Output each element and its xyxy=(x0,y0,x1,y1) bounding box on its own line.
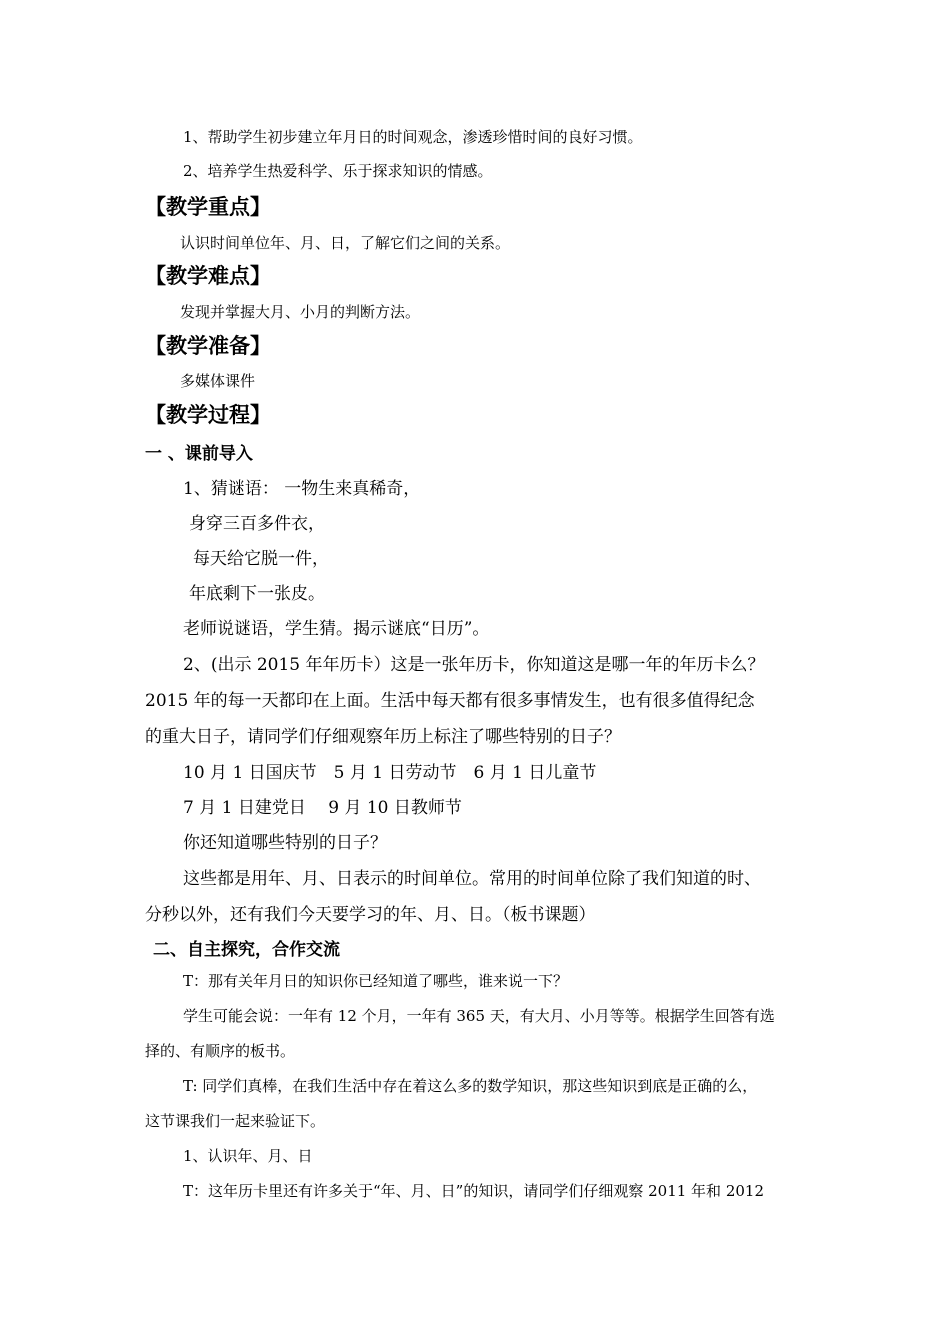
heading-process: 【教学过程】 xyxy=(145,403,271,427)
teacher-line-1: T：那有关年月日的知识你已经知道了哪些，谁来说一下？ xyxy=(183,972,569,990)
key-points-text: 认识时间单位年、月、日，了解它们之间的关系。 xyxy=(180,234,511,252)
riddle-line-3: 每天给它脱一件， xyxy=(193,549,329,569)
preparation-text: 多媒体课件 xyxy=(180,372,256,390)
heading-key-points: 【教学重点】 xyxy=(145,195,271,219)
riddle-answer: 老师说谜语，学生猜。揭示谜底“日历”。 xyxy=(183,619,490,639)
teacher-line-2: T: 同学们真棒，在我们生活中存在着这么多的数学知识，那这些知识到底是正确的么， xyxy=(183,1077,758,1095)
riddle-line-4: 年底剩下一张皮。 xyxy=(189,584,325,604)
riddle-line-1: 1、猜谜语： 一物生来真稀奇， xyxy=(183,479,421,499)
goal-line-2: 2、培养学生热爱科学、乐于探求知识的情感。 xyxy=(183,162,493,180)
goal-line-1: 1、帮助学生初步建立年月日的时间观念，渗透珍惜时间的良好习惯。 xyxy=(183,128,643,146)
heading-difficulties: 【教学难点】 xyxy=(145,264,271,288)
holidays-line-1: 10 月 1 日国庆节 5 月 1 日劳动节 6 月 1 日儿童节 xyxy=(183,763,597,783)
para-line-1: 2、(出示 2015 年年历卡）这是一张年历卡，你知道这是哪一年的年历卡么？ xyxy=(183,655,765,675)
teacher-line-4: T：这年历卡里还有许多关于“年、月、日”的知识，请同学们仔细观察 2011 年和 2012 xyxy=(183,1182,764,1200)
student-line-2: 择的、有顺序的板书。 xyxy=(145,1042,296,1060)
student-line-1: 学生可能会说：一年有 12 个月，一年有 365 天，有大月、小月等等。根据学生回答有选 xyxy=(183,1007,775,1025)
subsection-title: 1、认识年、月、日 xyxy=(183,1147,313,1165)
heading-preparation: 【教学准备】 xyxy=(145,334,271,358)
question-line: 你还知道哪些特别的日子？ xyxy=(183,833,387,853)
difficulties-text: 发现并掌握大月、小月的判断方法。 xyxy=(180,303,421,321)
para-line-4: 这些都是用年、月、日表示的时间单位。常用的时间单位除了我们知道的时、 xyxy=(183,869,761,889)
holidays-line-2: 7 月 1 日建党日 9 月 10 日教师节 xyxy=(183,798,462,818)
teacher-line-3: 这节课我们一起来验证下。 xyxy=(145,1112,326,1130)
para-line-2: 2015 年的每一天都印在上面。生活中每天都有很多事情发生，也有很多值得纪念 xyxy=(145,691,755,711)
section-1-title: 一 、课前导入 xyxy=(145,444,253,464)
riddle-line-2: 身穿三百多件衣， xyxy=(189,514,325,534)
para-line-5: 分秒以外，还有我们今天要学习的年、月、日。（板书课题） xyxy=(145,905,596,925)
para-line-3: 的重大日子，请同学们仔细观察年历上标注了哪些特别的日子？ xyxy=(145,727,621,747)
section-2-title: 二、自主探究，合作交流 xyxy=(153,940,340,960)
